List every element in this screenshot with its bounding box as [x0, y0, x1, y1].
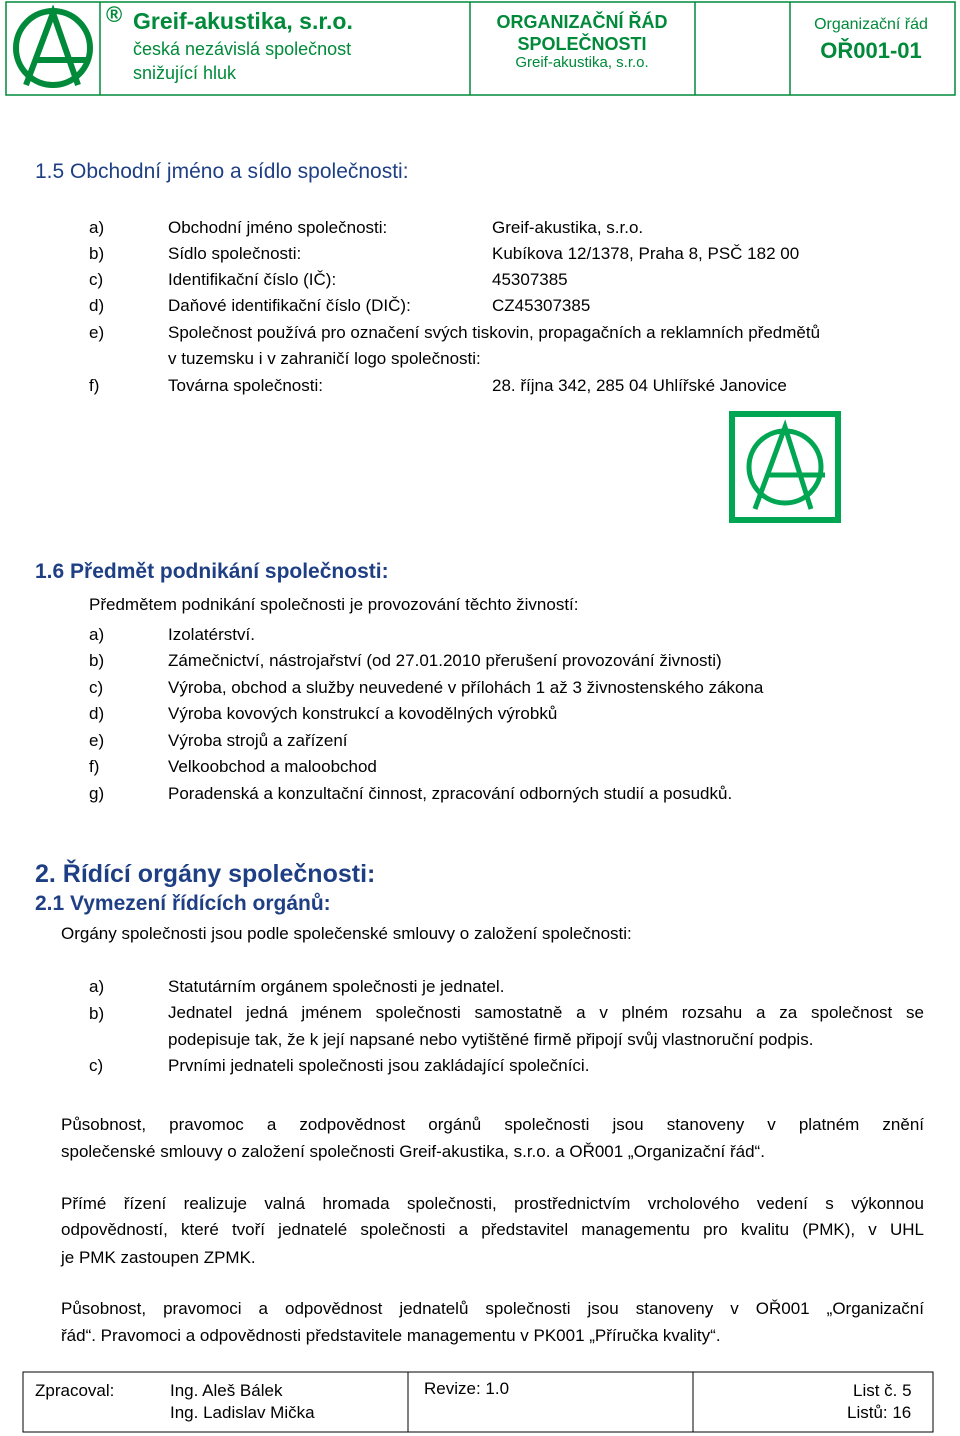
prepared-by-label: Zpracoval: [35, 1381, 115, 1400]
doc-title-line-1: ORGANIZAČNÍ ŘÁD [496, 12, 668, 32]
list-value: CZ45307385 [492, 296, 591, 315]
list-letter: e) [89, 731, 105, 750]
registered-mark: ® [106, 2, 123, 27]
list-letter: g) [89, 784, 105, 803]
paragraph-line: Přímé řízení realizuje valná hromada společnosti, prostřednictvím vrcholového vedení s výkonnou [61, 1194, 924, 1213]
list-value: Greif-akustika, s.r.o. [492, 218, 644, 237]
doc-title-line-3: Greif-akustika, s.r.o. [515, 54, 649, 71]
paragraph-line: společenské smlouvy o založení společnosti Greif-akustika, s.r.o. a OŘ001 „Organizační řád“. [61, 1142, 765, 1161]
list-text: Výroba, obchod a služby neuvedené v přílohách 1 až 3 živnostenského zákona [168, 678, 764, 697]
company-tagline-1: česká nezávislá společnost [133, 39, 352, 59]
list-value: Kubíkova 12/1378, Praha 8, PSČ 182 00 [492, 244, 800, 263]
paragraph-line: je PMK zastoupen ZPMK. [61, 1248, 256, 1267]
section-intro: Orgány společnosti jsou podle společenské smlouvy o založení společnosti: [61, 924, 632, 943]
list-letter: a) [89, 977, 105, 996]
list-text: Velkoobchod a maloobchod [168, 757, 377, 776]
list-text: Izolatérství. [168, 625, 255, 644]
paragraph-line: řád“. Pravomoci a odpovědnosti představitele managementu v PK001 „Příručka kvality“. [61, 1326, 721, 1345]
list-label: Identifikační číslo (IČ): [168, 270, 337, 289]
list-text: Výroba kovových konstrukcí a kovodělných výrobků [168, 704, 558, 723]
author-name: Ing. Ladislav Mička [170, 1403, 315, 1422]
list-text: Statutárním orgánem společnosti je jednatel. [168, 977, 505, 996]
list-text: Jednatel jedná jménem společnosti samostatně a v plném rozsahu a za společnost se [168, 1003, 924, 1022]
list-text: Poradenská a konzultační činnost, zpracování odborných studií a posudků. [168, 784, 733, 803]
list-label: Sídlo společnosti: [168, 244, 302, 263]
list-letter: c) [89, 678, 104, 697]
paragraph-line: Působnost, pravomoci a odpovědnost jednatelů společnosti jsou stanoveny v OŘ001 „Organizační [61, 1299, 924, 1318]
list-text: Společnost používá pro označení svých tiskovin, propagačních a reklamních předmětů [168, 323, 821, 342]
paragraph-line: Působnost, pravomoc a zodpovědnost orgánů společnosti jsou stanoveny v platném znění [61, 1115, 924, 1134]
company-tagline-2: snižující hluk [133, 63, 237, 83]
section-heading: 1.6 Předmět podnikání společnosti: [35, 560, 389, 583]
company-logo-icon [729, 411, 841, 523]
footer-frame [0, 1366, 960, 1436]
doc-code: OŘ001-01 [820, 38, 922, 63]
list-letter: c) [89, 1056, 104, 1075]
list-letter: d) [89, 704, 105, 723]
doc-type: Organizační řád [814, 16, 928, 33]
list-label: Obchodní jméno společnosti: [168, 218, 388, 237]
list-letter: b) [89, 244, 105, 263]
list-letter: e) [89, 323, 105, 342]
list-letter: a) [89, 625, 105, 644]
paragraph-line: odpovědností, které tvoří jednatelé společnosti a představitel managementu pro kvalitu (PMK), v UHL [61, 1220, 924, 1239]
author-name: Ing. Aleš Bálek [170, 1381, 283, 1400]
list-letter: f) [89, 376, 100, 395]
chapter-heading: 2. Řídící orgány společnosti: [35, 860, 376, 888]
list-text: Výroba strojů a zařízení [168, 731, 348, 750]
greif-logo-icon [8, 5, 98, 91]
doc-title-line-2: SPOLEČNOSTI [517, 34, 647, 54]
list-text: Zámečnictví, nástrojařství (od 27.01.2010 přerušení provozování živnosti) [168, 651, 722, 670]
company-name: Greif-akustika, s.r.o. [133, 8, 353, 34]
list-letter: b) [89, 651, 105, 670]
list-value: 28. října 342, 285 04 Uhlířské Janovice [492, 376, 787, 395]
page-number: List č. 5 [853, 1381, 912, 1400]
list-letter: d) [89, 296, 105, 315]
list-letter: b) [89, 1004, 105, 1023]
list-letter: a) [89, 218, 105, 237]
page-count: Listů: 16 [847, 1403, 912, 1422]
section-heading: 2.1 Vymezení řídících orgánů: [35, 892, 331, 915]
section-heading: 1.5 Obchodní jméno a sídlo společnosti: [35, 160, 409, 183]
list-letter: f) [89, 757, 100, 776]
list-text: podepisuje tak, že k její napsané nebo vytištěné firmě připojí svůj vlastnoruční podpis. [168, 1030, 814, 1049]
list-label: Továrna společnosti: [168, 376, 323, 395]
section-intro: Předmětem podnikání společnosti je provozování těchto živností: [89, 595, 579, 614]
list-label: Daňové identifikační číslo (DIČ): [168, 296, 411, 315]
list-letter: c) [89, 270, 104, 289]
list-text: Prvními jednateli společnosti jsou zakládající společníci. [168, 1056, 590, 1075]
list-value: 45307385 [492, 270, 568, 289]
revision: Revize: 1.0 [424, 1379, 510, 1398]
list-text: v tuzemsku i v zahraničí logo společnosti: [168, 349, 481, 368]
